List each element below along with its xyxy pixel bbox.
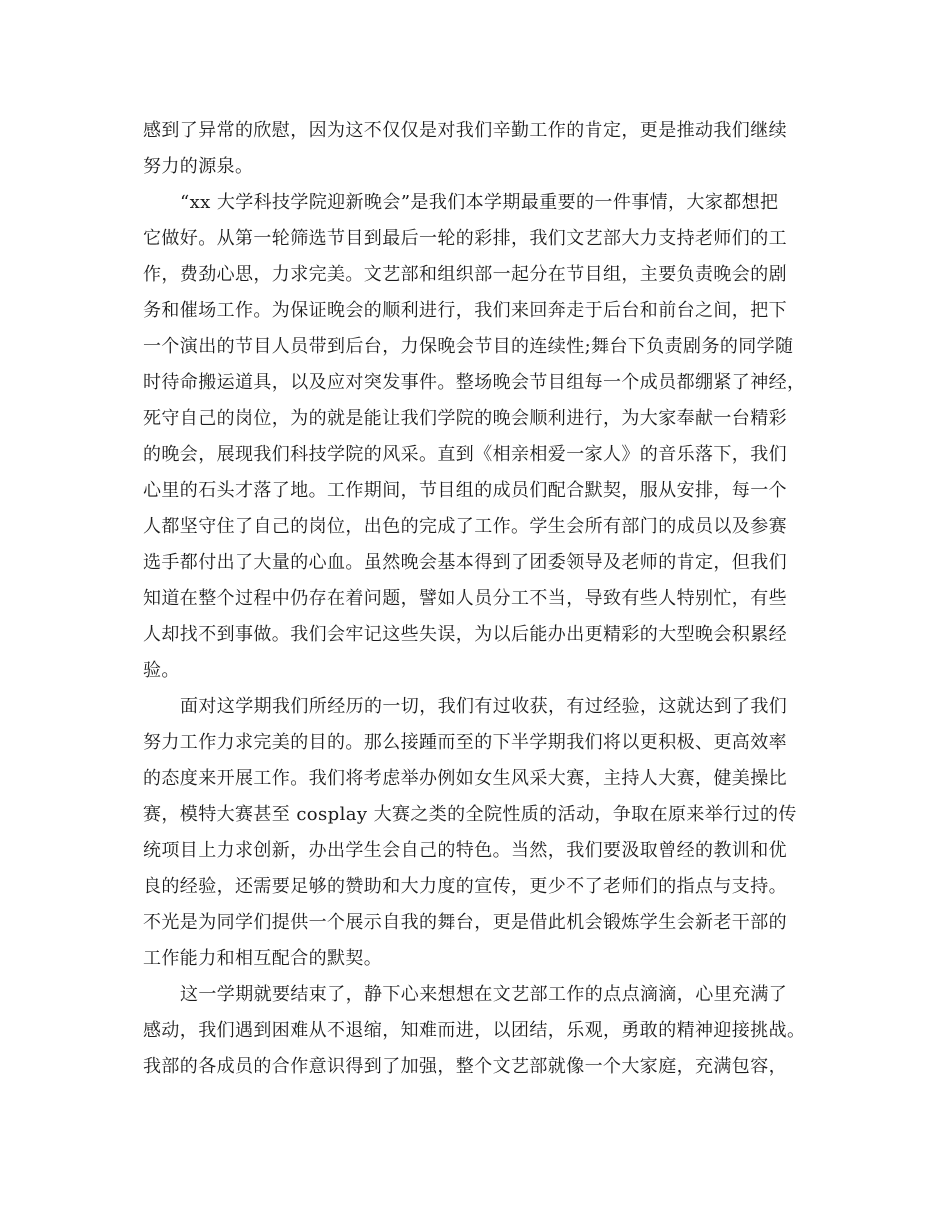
text-line: 务和催场工作。为保证晚会的顺利进行，我们来回奔走于后台和前台之间，把下: [143, 300, 787, 321]
text-line: 良的经验，还需要足够的赞助和大力度的宣传，更少不了老师们的指点与支持。: [143, 876, 787, 897]
text-line: 的态度来开展工作。我们将考虑举办例如女生风采大赛，主持人大赛，健美操比: [143, 768, 787, 789]
paragraph-start-line: “xx 大学科技学院迎新晚会”是我们本学期最重要的一件事情，大家都想把: [180, 192, 779, 213]
text-line: 心里的石头才落了地。工作期间，节目组的成员们配合默契，服从安排，每一个: [143, 480, 787, 501]
text-line: 努力工作力求完美的目的。那么接踵而至的下半学期我们将以更积极、更高效率: [143, 732, 787, 753]
text-line: 不光是为同学们提供一个展示自我的舞台，更是借此机会锻炼学生会新老干部的: [143, 912, 787, 933]
text-line: 死守自己的岗位，为的就是能让我们学院的晚会顺利进行，为大家奉献一台精彩: [143, 408, 787, 429]
text-line: 工作能力和相互配合的默契。: [143, 948, 383, 969]
text-line: 努力的源泉。: [143, 156, 254, 177]
text-line: 它做好。从第一轮筛选节目到最后一轮的彩排，我们文艺部大力支持老师们的工: [143, 228, 787, 249]
text-line: 知道在整个过程中仍存在着问题，譬如人员分工不当，导致有些人特别忙，有些: [143, 588, 787, 609]
text-line: 感动，我们遇到困难从不退缩，知难而进，以团结，乐观，勇敢的精神迎接挑战。: [143, 1020, 806, 1041]
text-line: 赛，模特大赛甚至 cosplay 大赛之类的全院性质的活动，争取在原来举行过的传: [143, 804, 797, 825]
text-line: 人都坚守住了自己的岗位，出色的完成了工作。学生会所有部门的成员以及参赛: [143, 516, 787, 537]
paragraph-start-line: 这一学期就要结束了，静下心来想想在文艺部工作的点点滴滴，心里充满了: [180, 984, 788, 1005]
text-line: 时待命搬运道具，以及应对突发事件。整场晚会节目组每一个成员都绷紧了神经，: [143, 372, 806, 393]
text-line: 一个演出的节目人员带到后台，力保晚会节目的连续性;舞台下负责剧务的同学随: [143, 336, 794, 357]
text-line: 人却找不到事做。我们会牢记这些失误，为以后能办出更精彩的大型晚会积累经: [143, 624, 787, 645]
text-line: 选手都付出了大量的心血。虽然晚会基本得到了团委领导及老师的肯定，但我们: [143, 552, 787, 573]
paragraph-start-line: 面对这学期我们所经历的一切，我们有过收获，有过经验，这就达到了我们: [180, 696, 788, 717]
text-line: 我部的各成员的合作意识得到了加强，整个文艺部就像一个大家庭，充满包容，: [143, 1056, 787, 1077]
text-line: 作，费劲心思，力求完美。文艺部和组织部一起分在节目组，主要负责晚会的剧: [143, 264, 787, 285]
text-line: 统项目上力求创新，办出学生会自己的特色。当然，我们要汲取曾经的教训和优: [143, 840, 787, 861]
text-line: 感到了异常的欣慰，因为这不仅仅是对我们辛勤工作的肯定，更是推动我们继续: [143, 120, 787, 141]
text-line: 的晚会，展现我们科技学院的风采。直到《相亲相爱一家人》的音乐落下，我们: [143, 444, 787, 465]
text-line: 验。: [143, 660, 180, 681]
